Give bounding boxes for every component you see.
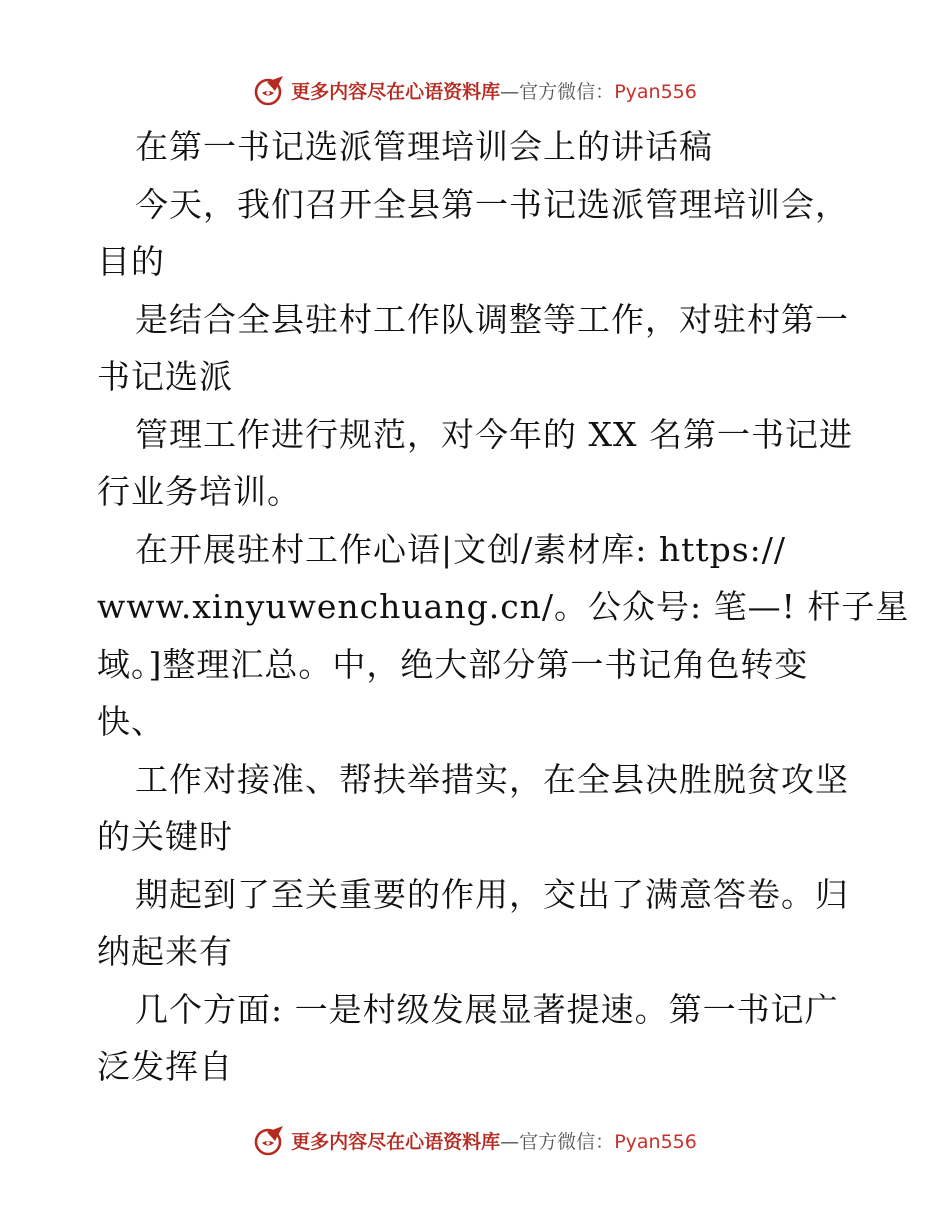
footer-banner <box>0 1120 950 1160</box>
paragraph-line: 快、 <box>97 702 165 741</box>
pen-nib-logo-icon <box>253 1123 287 1157</box>
pen-nib-logo-icon <box>253 73 287 107</box>
paragraph-line: 在开展驻村工作心语|文创/素材库: https:// <box>135 529 787 569</box>
banner-wechat-label: 官方微信： <box>519 1130 615 1153</box>
paragraph-line: 几个方面: 一是村级发展显著提速。第一书记广 <box>135 989 839 1029</box>
banner-main-text: 更多内容尽在心语资料库 <box>291 1130 501 1153</box>
banner-main-text: 更多内容尽在心语资料库 <box>291 80 501 103</box>
paragraph-line: 管理工作进行规范，对今年的 XX 名第一书记进 <box>135 414 853 454</box>
paragraph-line: 期起到了至关重要的作用，交出了满意答卷。归 <box>135 874 849 914</box>
document-body <box>97 118 910 1096</box>
header-banner <box>0 70 950 110</box>
paragraph-line: www.xinyuwenchuang.cn/。公众号: 笔—! 杆子星 <box>97 587 910 626</box>
banner-wechat-id: Pyan556 <box>614 1130 697 1153</box>
paragraph-line: 今天，我们召开全县第一书记选派管理培训会， <box>135 184 849 224</box>
paragraph-line: 域。]整理汇总。中，绝大部分第一书记角色转变 <box>97 644 809 684</box>
banner-wechat-id: Pyan556 <box>614 80 697 103</box>
document-title: 在第一书记选派管理培训会上的讲话稿 <box>135 127 713 166</box>
paragraph-line: 纳起来有 <box>97 932 233 971</box>
paragraph-line: 目的 <box>97 242 165 281</box>
paragraph-line: 泛发挥自 <box>97 1047 233 1086</box>
paragraph-line: 工作对接准、帮扶举措实，在全县决胜脱贫攻坚 <box>135 759 849 799</box>
banner-separator: — <box>500 1130 520 1153</box>
banner-separator: — <box>500 80 520 103</box>
paragraph-line: 行业务培训。 <box>97 472 301 511</box>
paragraph-line: 的关键时 <box>97 817 233 856</box>
paragraph-line: 书记选派 <box>97 357 233 396</box>
paragraph-line: 是结合全县驻村工作队调整等工作，对驻村第一 <box>135 299 849 339</box>
banner-wechat-label: 官方微信： <box>519 80 615 103</box>
